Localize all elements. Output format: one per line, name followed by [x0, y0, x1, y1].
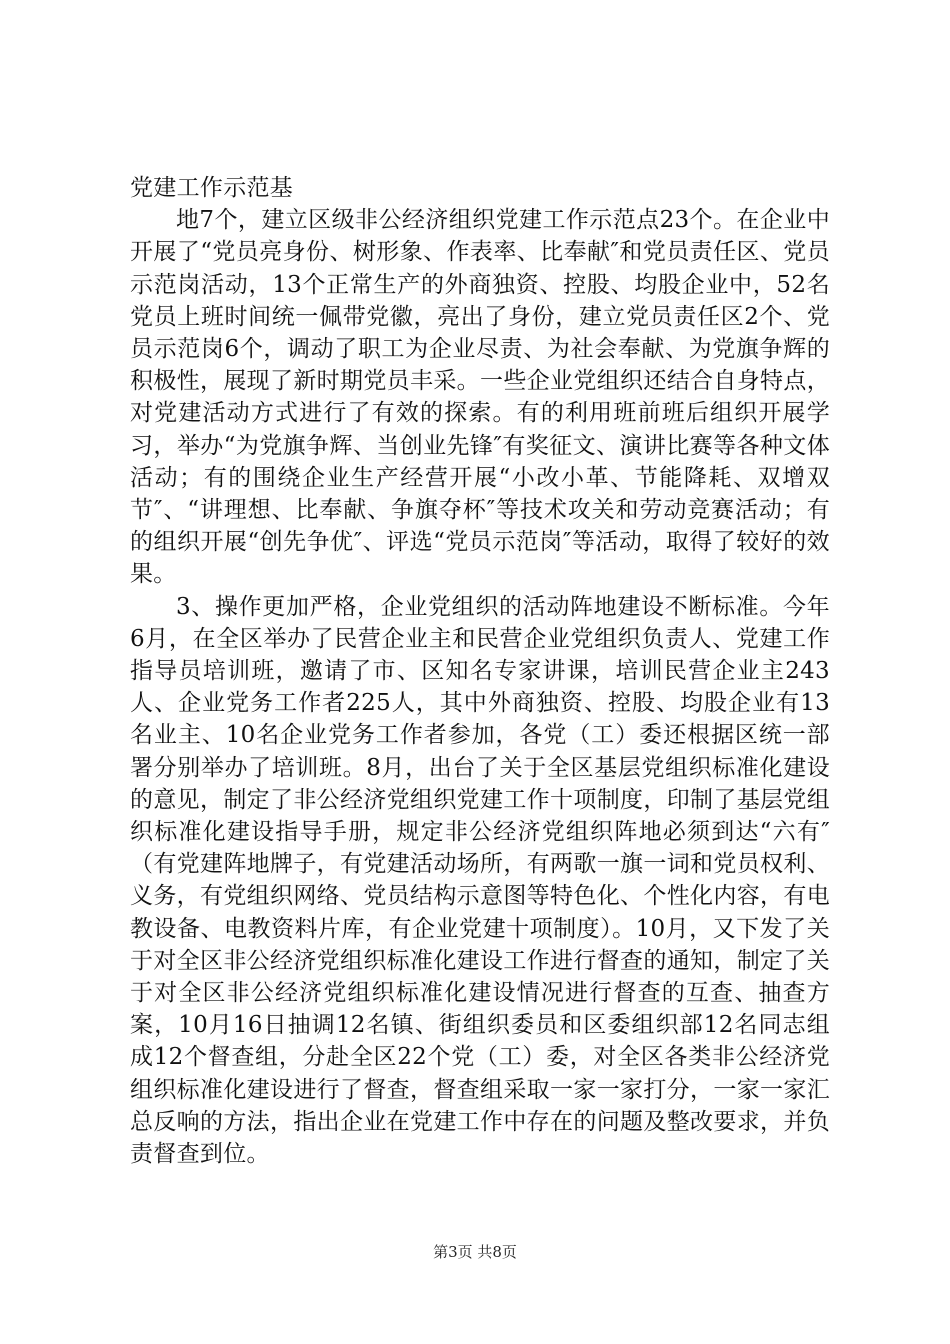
paragraph-standardization: 3、操作更加严格，企业党组织的活动阵地建设不断标准。今年6月，在全区举办了民营企业主和民营企业党组织负责人、党建工作指导员培训班，邀请了市、区知名专家讲课，培训民营企业主243人、企业党务工作者225人，其中外商独资、控股、均股企业有13名业主、10名企业党务工作者参加，各党（工）委还根据区统一部署分别举办了培训班。8月，出台了关于全区基层党组织标准化建设的意见，制定了非公经济党组织党建工作十项制度，印制了基层党组织标准化建设指导手册，规定非公经济党组织阵地必须到达“六有″（有党建阵地牌子，有党建活动场所，有两歌一旗一词和党员权利、义务，有党组织网络、党员结构示意图等特色化、个性化内容，有电教设备、电教资料片库，有企业党建十项制度）。10月，又下发了关于对全区非公经济党组织标准化建设工作进行督查的通知，制定了关于对全区非公经济党组织标准化建设情况进行督查的互查、抽查方案，10月16日抽调12名镇、街组织委员和区委组织部12名同志组成12个督查组，分赴全区22个党（工）委，对全区各类非公经济党组织标准化建设进行了督查，督查组采取一家一家打分，一家一家汇总反响的方法，指出企业在党建工作中存在的问题及整改要求，并负责督查到位。 — [130, 593, 830, 1168]
section-heading-fragment: 党建工作示范基 — [130, 175, 294, 201]
paragraph-demonstration-sites: 地7个，建立区级非公经济组织党建工作示范点23个。在企业中开展了“党员亮身份、树形象、作表率、比奉献″和党员责任区、党员示范岗活动，13个正常生产的外商独资、控股、均股企业中，52名党员上班时间统一佩带党徽，亮出了身份，建立党员责任区2个、党员示范岗6个，调动了职工为企业尽责、为社会奉献、为党旗争辉的积极性，展现了新时期党员丰采。一些企业党组织还结合自身特点，对党建活动方式进行了有效的探索。有的利用班前班后组织开展学习，举办“为党旗争辉、当创业先锋″有奖征文、演讲比赛等各种文体活动；有的围绕企业生产经营开展“小改小革、节能降耗、双增双节″、“讲理想、比奉献、争旗夺杯″等技术攻关和劳动竞赛活动；有的组织开展“创先争优″、评选“党员示范岗″等活动，取得了较好的效果。 — [130, 207, 830, 588]
page-number-footer: 第3页 共8页 — [433, 1243, 517, 1261]
document-body — [130, 172, 830, 1170]
